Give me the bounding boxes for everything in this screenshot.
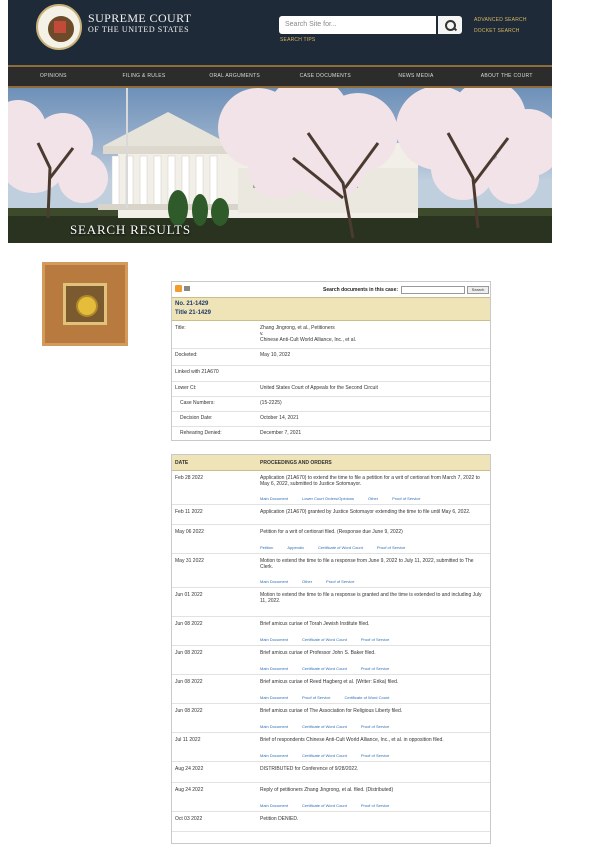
- table-row: [172, 733, 490, 762]
- document-link[interactable]: Proof of Service: [326, 579, 355, 584]
- row-links: [260, 637, 389, 642]
- row-text: Brief amicus curiae of Torah Jewish Institute filed.: [260, 621, 370, 627]
- table-row: [172, 783, 490, 812]
- row-date: Jul 11 2022: [175, 737, 201, 743]
- rss-icon[interactable]: [175, 285, 182, 292]
- field-label: Title:: [175, 325, 186, 331]
- proceedings-header: [172, 455, 490, 471]
- row-links: [260, 803, 389, 808]
- search-tips-link[interactable]: SEARCH TIPS: [280, 37, 316, 43]
- table-row: [172, 617, 490, 646]
- row-links: [260, 666, 389, 671]
- row-date: Feb 28 2022: [175, 475, 204, 481]
- document-link[interactable]: Certificate of Word Count: [302, 666, 347, 671]
- search-icon[interactable]: [438, 16, 462, 34]
- nav-filing-rules[interactable]: FILING & RULES: [122, 73, 166, 79]
- row-text: Brief amicus curiae of Professor John S. Baker filed.: [260, 650, 376, 656]
- advanced-search-link[interactable]: ADVANCED SEARCH: [474, 17, 527, 23]
- document-link[interactable]: Main Document: [260, 579, 289, 584]
- table-row: [172, 812, 490, 832]
- row-links: [260, 753, 389, 758]
- document-link[interactable]: Main Document: [260, 666, 289, 671]
- row-date: May 06 2022: [175, 529, 204, 535]
- table-row: [172, 675, 490, 704]
- row-date: Jun 08 2022: [175, 708, 203, 714]
- page-title: SEARCH RESULTS: [70, 222, 191, 237]
- site-search-input[interactable]: Search Site for...: [279, 16, 436, 34]
- col-date: DATE: [175, 460, 189, 466]
- document-link[interactable]: Proof of Service: [360, 803, 390, 808]
- nav-opinions[interactable]: OPINIONS: [39, 73, 67, 79]
- row-date: Aug 24 2022: [175, 766, 204, 772]
- row-text: Reply of petitioners Zhang Jingrong, et al. filed. (Distributed): [260, 787, 394, 793]
- field-decision-date: Decision Date: October 14, 2021: [172, 412, 490, 427]
- field-value: Zhang Jingrong, et al., Petitioners v. Chinese Anti-Cult World Alliance, Inc., et al.: [260, 325, 357, 343]
- document-link[interactable]: Certificate of Word Count: [302, 803, 347, 808]
- proceedings-table: [171, 454, 491, 844]
- field-docketed: Docketed: May 10, 2022: [172, 349, 490, 366]
- hero-banner: [8, 88, 552, 243]
- field-title: [172, 322, 490, 349]
- row-date: Feb 11 2022: [175, 509, 203, 515]
- docket-search-button[interactable]: Search: [467, 286, 489, 294]
- document-link[interactable]: Proof of Service: [302, 695, 331, 700]
- nav-oral-arguments[interactable]: ORAL ARGUMENTS: [209, 73, 261, 79]
- nav-about-the-court[interactable]: ABOUT THE COURT: [480, 73, 533, 79]
- document-link[interactable]: Certificate of Word Count: [302, 724, 347, 729]
- document-link[interactable]: Main Document: [260, 695, 289, 700]
- document-link[interactable]: Main Document: [260, 724, 289, 729]
- row-text: DISTRIBUTED for Conference of 9/28/2022.: [260, 766, 359, 772]
- court-building-illustration: [8, 88, 552, 243]
- row-text: Petition DENIED.: [260, 816, 299, 822]
- table-row: [172, 525, 490, 554]
- row-date: Jun 08 2022: [175, 679, 203, 685]
- court-seal-logo[interactable]: [36, 4, 82, 50]
- row-links: [260, 579, 355, 584]
- document-link[interactable]: Certificate of Word Count: [302, 637, 347, 642]
- document-link[interactable]: Appendix: [287, 545, 305, 550]
- row-text: Motion to extend the time to file a response from June 9, 2022 to July 11, 2022, submitted to The Clerk.: [260, 558, 474, 570]
- docket-header: [172, 297, 490, 321]
- docket-number: No. 21-1429: [175, 301, 209, 307]
- nav-case-documents[interactable]: CASE DOCUMENTS: [299, 73, 352, 79]
- document-link[interactable]: Certificate of Word Count: [318, 545, 363, 550]
- table-row: [172, 588, 490, 617]
- document-link[interactable]: Lower Court Orders/Opinions: [302, 496, 355, 501]
- docket-search-label: Search documents in this case:: [323, 287, 399, 293]
- document-link[interactable]: Proof of Service: [360, 666, 390, 671]
- row-links: [260, 545, 405, 550]
- document-link[interactable]: Main Document: [260, 803, 289, 808]
- row-text: Petition for a writ of certiorari filed. (Response due June 9, 2022): [260, 529, 403, 535]
- table-row: [172, 762, 490, 783]
- main-nav: [8, 65, 552, 88]
- table-row: [172, 704, 490, 733]
- row-date: May 31 2022: [175, 558, 204, 564]
- site-title-line1: SUPREME COURT: [88, 11, 192, 25]
- row-text: Application (21A670) to extend the time to file a petition for a writ of certiorari from March 7, 2022 to May 6, 2022, submitted to Justice Sotomayor.: [260, 475, 480, 487]
- field-case-numbers: Case Numbers: (15-2225): [172, 397, 490, 412]
- row-text: Brief of respondents Chinese Anti-Cult World Alliance, Inc., et al. in opposition filed.: [260, 737, 444, 743]
- ornament-icon: [63, 283, 107, 325]
- row-links: [260, 724, 389, 729]
- table-row: [172, 646, 490, 675]
- table-row: [172, 471, 490, 505]
- row-links: [260, 695, 389, 700]
- print-icon[interactable]: [184, 286, 190, 291]
- document-link[interactable]: Main Document: [260, 753, 289, 758]
- document-link[interactable]: Main Document: [260, 496, 289, 501]
- decorative-seal-image: [42, 262, 128, 346]
- document-link[interactable]: Petition: [260, 545, 274, 550]
- docket-summary-box: [171, 281, 491, 441]
- document-link[interactable]: Certificate of Word Count: [344, 695, 390, 700]
- document-link[interactable]: Other: [368, 496, 379, 501]
- docket-search-input[interactable]: [401, 286, 465, 294]
- row-links: [260, 496, 421, 501]
- document-link[interactable]: Main Document: [260, 637, 289, 642]
- document-link[interactable]: Proof of Service: [360, 753, 390, 758]
- document-link[interactable]: Other: [302, 579, 313, 584]
- document-link[interactable]: Proof of Service: [392, 496, 421, 501]
- docket-title-number: Title 21-1429: [175, 310, 211, 316]
- row-text: Brief amicus curiae of Reed Hagberg et al. (Writer: Erika) filed.: [260, 679, 399, 685]
- row-text: Motion to extend the time to file a response is granted and the time is extended to and including July 11, 2022.: [260, 592, 482, 604]
- table-row: [172, 505, 490, 525]
- col-proceedings: PROCEEDINGS AND ORDERS: [260, 460, 332, 466]
- document-link[interactable]: Proof of Service: [360, 724, 390, 729]
- field-linked: Linked with 21A670: [172, 366, 490, 382]
- row-date: Oct 03 2022: [175, 816, 203, 822]
- row-date: Jun 08 2022: [175, 621, 203, 627]
- docket-search-link[interactable]: DOCKET SEARCH: [474, 28, 520, 34]
- site-title-line2: OF THE UNITED STATES: [88, 25, 190, 34]
- field-rehearing-denied: Rehearing Denied: December 7, 2021: [180, 430, 302, 436]
- row-date: Jun 01 2022: [175, 592, 203, 598]
- row-text: Brief amicus curiae of The Association for Religious Liberty filed.: [260, 708, 403, 714]
- row-date: Aug 24 2022: [175, 787, 204, 793]
- site-header: [8, 0, 552, 65]
- nav-news-media[interactable]: NEWS MEDIA: [398, 73, 434, 79]
- document-link[interactable]: Proof of Service: [360, 637, 390, 642]
- site-title[interactable]: [88, 12, 192, 36]
- field-lower-court: Lower Ct: United States Court of Appeals for the Second Circuit: [172, 382, 490, 397]
- document-link[interactable]: Certificate of Word Count: [302, 753, 347, 758]
- row-date: Jun 08 2022: [175, 650, 203, 656]
- table-row: [172, 554, 490, 588]
- document-link[interactable]: Proof of Service: [376, 545, 406, 550]
- row-text: Application (21A670) granted by Justice Sotomayor extending the time to file until May 6, 2022.: [260, 509, 471, 515]
